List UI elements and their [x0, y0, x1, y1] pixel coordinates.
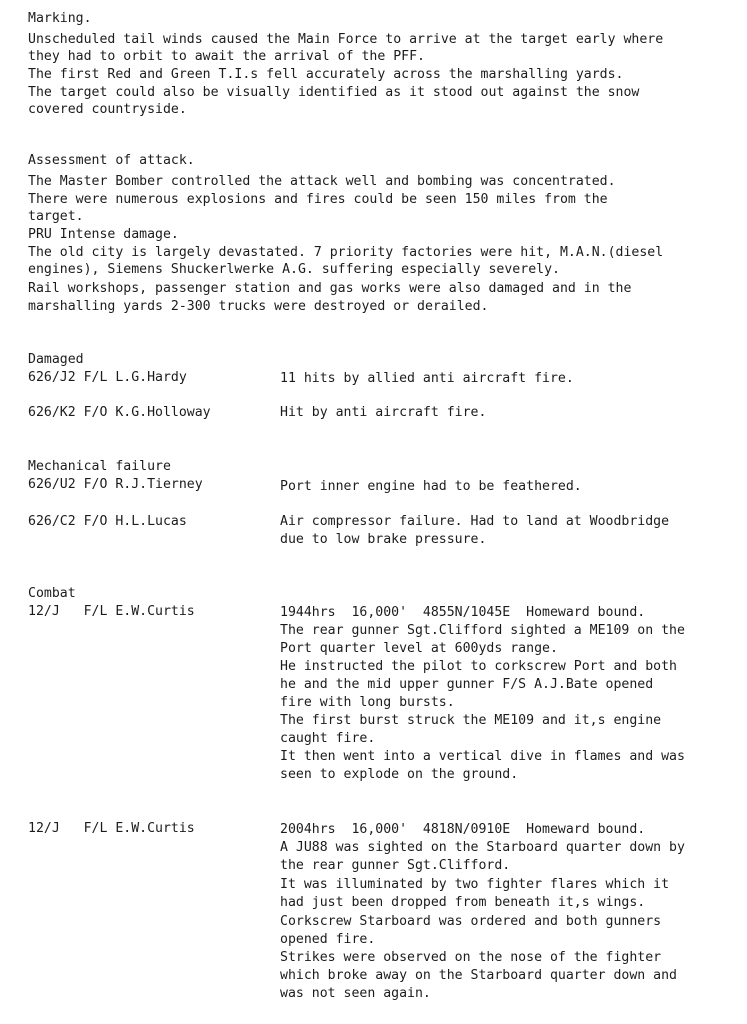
- mechanical-crew: 626/C2 F/O H.L.Lucas: [28, 514, 187, 529]
- marking-line: The target could also be visually identified as it stood out against the snow: [28, 85, 640, 100]
- combat-report-line: The rear gunner Sgt.Clifford sighted a ME109 on the: [280, 623, 685, 638]
- combat-report-line: 2004hrs 16,000' 4818N/0910E Homeward bound.: [280, 822, 646, 837]
- assessment-heading: Assessment of attack.: [28, 153, 195, 168]
- mechanical-remark: Air compressor failure. Had to land at Woodbridge: [280, 514, 670, 529]
- marking-line: covered countryside.: [28, 102, 187, 117]
- combat-crew: 12/J F/L E.W.Curtis: [28, 821, 195, 836]
- combat-report-line: Corkscrew Starboard was ordered and both gunners: [280, 914, 662, 929]
- damaged-heading: Damaged: [28, 352, 84, 367]
- combat-report-line: It was illuminated by two fighter flares which it: [280, 877, 670, 892]
- mechanical-remark: Port inner engine had to be feathered.: [280, 479, 582, 494]
- combat-crew: 12/J F/L E.W.Curtis: [28, 604, 195, 619]
- combat-heading: Combat: [28, 586, 76, 601]
- damaged-crew: 626/K2 F/O K.G.Holloway: [28, 405, 211, 420]
- combat-report-line: It then went into a vertical dive in flames and was: [280, 749, 685, 764]
- assessment-line: The Master Bomber controlled the attack well and bombing was concentrated.: [28, 174, 616, 189]
- mechanical-crew: 626/U2 F/O R.J.Tierney: [28, 477, 203, 492]
- marking-line: Unscheduled tail winds caused the Main Force to arrive at the target early where: [28, 32, 664, 47]
- marking-line: The first Red and Green T.I.s fell accurately across the marshalling yards.: [28, 67, 624, 82]
- damaged-remark: 11 hits by allied anti aircraft fire.: [280, 371, 574, 386]
- marking-heading: Marking.: [28, 11, 92, 26]
- damaged-crew: 626/J2 F/L L.G.Hardy: [28, 370, 187, 385]
- marking-line: they had to orbit to await the arrival of the PFF.: [28, 49, 425, 64]
- assessment-line: engines), Siemens Shuckerlwerke A.G. suffering especially severely.: [28, 262, 560, 277]
- combat-report-line: the rear gunner Sgt.Clifford.: [280, 858, 511, 873]
- combat-report-line: He instructed the pilot to corkscrew Port and both: [280, 659, 677, 674]
- combat-report-line: had just been dropped from beneath it,s wings.: [280, 895, 646, 910]
- combat-report-line: he and the mid upper gunner F/S A.J.Bate opened: [280, 677, 654, 692]
- assessment-line: The old city is largely devastated. 7 priority factories were hit, M.A.N.(diesel: [28, 245, 664, 260]
- combat-report-line: seen to explode on the ground.: [280, 767, 519, 782]
- assessment-line: Rail workshops, passenger station and gas works were also damaged and in the: [28, 281, 632, 296]
- combat-report-line: 1944hrs 16,000' 4855N/1045E Homeward bound.: [280, 605, 646, 620]
- assessment-line: PRU Intense damage.: [28, 227, 179, 242]
- mechanical-remark: due to low brake pressure.: [280, 532, 487, 547]
- combat-report-line: was not seen again.: [280, 986, 431, 1001]
- combat-report-line: opened fire.: [280, 932, 376, 947]
- mechanical-heading: Mechanical failure: [28, 459, 171, 474]
- assessment-line: There were numerous explosions and fires could be seen 150 miles from the: [28, 192, 608, 207]
- combat-report-line: A JU88 was sighted on the Starboard quarter down by: [280, 840, 685, 855]
- assessment-line: target.: [28, 209, 84, 224]
- combat-report-line: Strikes were observed on the nose of the fighter: [280, 950, 662, 965]
- damaged-remark: Hit by anti aircraft fire.: [280, 405, 487, 420]
- combat-report-line: The first burst struck the ME109 and it,s engine: [280, 713, 662, 728]
- combat-report-line: fire with long bursts.: [280, 695, 455, 710]
- combat-report-line: which broke away on the Starboard quarter down and: [280, 968, 677, 983]
- assessment-line: marshalling yards 2-300 trucks were destroyed or derailed.: [28, 299, 489, 314]
- combat-report-line: Port quarter level at 600yds range.: [280, 641, 558, 656]
- combat-report-line: caught fire.: [280, 731, 376, 746]
